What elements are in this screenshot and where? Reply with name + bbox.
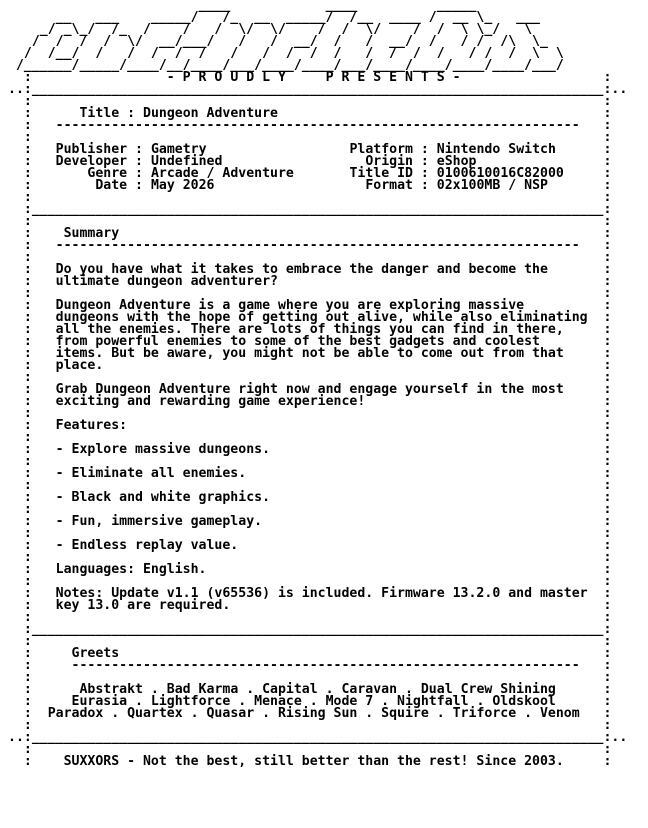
frame-blank: : : bbox=[8, 190, 612, 205]
date-label: Date bbox=[95, 178, 128, 193]
greets-underline: : ---------------------------------------------------------------- : bbox=[8, 658, 612, 673]
frame-blank: : : bbox=[8, 406, 612, 421]
feature-item: - Eliminate all enemies. bbox=[55, 466, 247, 481]
info-row: : Developer : Undefined Origin : eShop : bbox=[8, 154, 612, 169]
summary-body-line: Dungeon Adventure is a game where you are exploring massive bbox=[55, 298, 525, 313]
summary-body-line: all the enemies. There are lots of things you can find in there, bbox=[55, 322, 564, 337]
feature-item: - Explore massive dungeons. bbox=[55, 442, 271, 457]
notes-line-row: : key 13.0 are required. : bbox=[8, 598, 612, 613]
frame-blank: : : bbox=[8, 94, 612, 109]
title-label: Title bbox=[79, 106, 120, 121]
summary-heading-row: : Summary : bbox=[8, 226, 612, 241]
greets-heading-row: : Greets : bbox=[8, 646, 612, 661]
notes-line: key 13.0 are required. bbox=[55, 598, 231, 613]
greets-line: Abstrakt . Bad Karma . Capital . Caravan . Dual Crew Shining bbox=[79, 682, 556, 697]
languages-row: : Languages: English. : bbox=[8, 562, 612, 577]
feature-row: : - Endless replay value. : bbox=[8, 538, 612, 553]
summary-body-line-row: : place. : bbox=[8, 358, 612, 373]
greets-line: Eurasia . Lightforce . Menace . Mode 7 . Nightfall . Oldskool bbox=[71, 694, 556, 709]
section-divider: :________________________________________________________________________: bbox=[8, 202, 612, 217]
origin-label: Origin bbox=[365, 154, 413, 169]
presents-banner: - P R O U D L Y P R E S E N T S - bbox=[166, 70, 461, 85]
frame-blank: : : bbox=[8, 742, 612, 757]
info-row: : Genre : Arcade / Adventure Title ID : 0100610016C82000 : bbox=[8, 166, 612, 181]
summary-body-line-row: : Dungeon Adventure is a game where you are exploring massive : bbox=[8, 298, 612, 313]
feature-row: : - Fun, immersive gameplay. : bbox=[8, 514, 612, 529]
ascii-logo-line: _/ _\_/ /_ / / / \/ \/ / / \/ / / \ \_/ \ bbox=[8, 22, 533, 37]
format-value: 02x100MB / NSP bbox=[436, 178, 548, 193]
date-value: May 2026 bbox=[150, 178, 215, 193]
greets-row: : Abstrakt . Bad Karma . Capital . Caravan . Dual Crew Shining : bbox=[8, 682, 612, 697]
summary-body-line: from powerful enemies to some of the best gadgets and coolest bbox=[55, 334, 540, 349]
frame-blank: : : bbox=[8, 214, 612, 229]
feature-item: - Black and white graphics. bbox=[55, 490, 271, 505]
summary-intro-line: ultimate dungeon adventurer? bbox=[55, 274, 278, 289]
platform-value: Nintendo Switch bbox=[436, 142, 556, 157]
title-underline: : ------------------------------------------------------------------ : bbox=[8, 118, 612, 133]
ascii-logo-line: /______/_____/____/__/____/___/____/____/___/____/____/____/____/___/ bbox=[8, 58, 564, 73]
summary-body-line: place. bbox=[55, 358, 104, 373]
genre-label: Genre bbox=[87, 166, 128, 181]
nfo-document bbox=[8, 0, 648, 768]
summary-heading: Summary bbox=[63, 226, 120, 241]
title-row: : Title : Dungeon Adventure : bbox=[8, 106, 612, 121]
frame-blank: : : bbox=[8, 670, 612, 685]
greets-row: : Paradox . Quartex . Quasar . Rising Sun . Squire . Triforce . Venom : bbox=[8, 706, 612, 721]
frame-blank: : : bbox=[8, 574, 612, 589]
notes-line: Notes: Update v1.1 (v65536) is included. Firmware 13.2.0 and master bbox=[55, 586, 588, 601]
frame-blank: : : bbox=[8, 526, 612, 541]
summary-body-line: items. But be aware, you might not be able to come out from that bbox=[55, 346, 564, 361]
frame-blank: : : bbox=[8, 634, 612, 649]
summary-grab-line: exciting and rewarding game experience! bbox=[55, 394, 366, 409]
summary-intro-line: Do you have what it takes to embrace the danger and become the bbox=[55, 262, 548, 277]
frame-blank: : : bbox=[8, 478, 612, 493]
notes-line-row: : Notes: Update v1.1 (v65536) is included. Firmware 13.2.0 and master : bbox=[8, 586, 612, 601]
info-row: : Publisher : Gametry Platform : Nintendo Switch : bbox=[8, 142, 612, 157]
frame-blank: : : bbox=[8, 550, 612, 565]
feature-item: - Endless replay value. bbox=[55, 538, 239, 553]
publisher-value: Gametry bbox=[150, 142, 207, 157]
summary-body-line-row: : all the enemies. There are lots of things you can find in there, : bbox=[8, 322, 612, 337]
title-value: Dungeon Adventure bbox=[143, 106, 278, 121]
features-heading: Features: bbox=[55, 418, 128, 433]
summary-grab-line: Grab Dungeon Adventure right now and engage yourself in the most bbox=[55, 382, 564, 397]
frame-blank: : : bbox=[8, 610, 612, 625]
summary-grab-line-row: : exciting and rewarding game experience! : bbox=[8, 394, 612, 409]
summary-grab-line-row: : Grab Dungeon Adventure right now and engage yourself in the most : bbox=[8, 382, 612, 397]
frame-divider: ..:________________________________________________________________________:.. bbox=[8, 82, 628, 97]
format-label: Format bbox=[365, 178, 413, 193]
ascii-logo-line: __ ___ _____/ /_ __ _____/ /__ ____ / __ \_ ___ bbox=[8, 10, 540, 25]
ascii-logo-line: / /__/ / / / / / / / / / / / / / / / / / \ \ bbox=[8, 46, 564, 61]
frame-blank: : : bbox=[8, 430, 612, 445]
feature-row: : - Eliminate all enemies. : bbox=[8, 466, 612, 481]
greets-line: Paradox . Quartex . Quasar . Rising Sun . Squire . Triforce . Venom bbox=[47, 706, 580, 721]
greets-heading: Greets bbox=[71, 646, 120, 661]
genre-value: Arcade / Adventure bbox=[150, 166, 294, 181]
feature-item: - Fun, immersive gameplay. bbox=[55, 514, 263, 529]
ascii-logo-line: / / / / \/ __/___/ / / __/ / / __/ / / / /\ \_ bbox=[8, 34, 548, 49]
frame-blank: : : bbox=[8, 718, 612, 733]
summary-body-line: dungeons with the hope of getting out alive, while also eliminating bbox=[55, 310, 588, 325]
frame-blank: : : bbox=[8, 286, 612, 301]
frame-blank: : : bbox=[8, 502, 612, 517]
frame-blank: : : bbox=[8, 454, 612, 469]
developer-value: Undefined bbox=[150, 154, 223, 169]
summary-body-line-row: : dungeons with the hope of getting out alive, while also eliminating : bbox=[8, 310, 612, 325]
features-heading-row: : Features: : bbox=[8, 418, 612, 433]
frame-blank: : : bbox=[8, 370, 612, 385]
developer-label: Developer bbox=[55, 154, 128, 169]
ascii-logo-line: ____ ____ _____ bbox=[8, 0, 477, 13]
summary-underline: : ------------------------------------------------------------------ : bbox=[8, 238, 612, 253]
languages: Languages: English. bbox=[55, 562, 207, 577]
summary-intro-line-row: : Do you have what it takes to embrace the danger and become the : bbox=[8, 262, 612, 277]
feature-row: : - Explore massive dungeons. : bbox=[8, 442, 612, 457]
titleid-label: Title ID bbox=[349, 166, 413, 181]
summary-body-line-row: : items. But be aware, you might not be able to come out from that : bbox=[8, 346, 612, 361]
presents-line: : - P R O U D L Y P R E S E N T S - : bbox=[8, 70, 612, 85]
platform-label: Platform bbox=[349, 142, 413, 157]
summary-body-line-row: : from powerful enemies to some of the best gadgets and coolest : bbox=[8, 334, 612, 349]
frame-blank: : : bbox=[8, 250, 612, 265]
titleid-value: 0100610016C82000 bbox=[436, 166, 564, 181]
feature-row: : - Black and white graphics. : bbox=[8, 490, 612, 505]
footer-tagline: SUXXORS - Not the best, still better than the rest! Since 2003. bbox=[63, 754, 564, 769]
summary-intro-line-row: : ultimate dungeon adventurer? : bbox=[8, 274, 612, 289]
section-divider: :________________________________________________________________________: bbox=[8, 622, 612, 637]
frame-blank: : : bbox=[8, 130, 612, 145]
footer-row: : SUXXORS - Not the best, still better than the rest! Since 2003. : bbox=[8, 754, 612, 769]
frame-divider: ..:________________________________________________________________________:.. bbox=[8, 730, 628, 745]
greets-row: : Eurasia . Lightforce . Menace . Mode 7 . Nightfall . Oldskool : bbox=[8, 694, 612, 709]
origin-value: eShop bbox=[436, 154, 477, 169]
publisher-label: Publisher bbox=[55, 142, 128, 157]
info-row: : Date : May 2026 Format : 02x100MB / NSP : bbox=[8, 178, 612, 193]
